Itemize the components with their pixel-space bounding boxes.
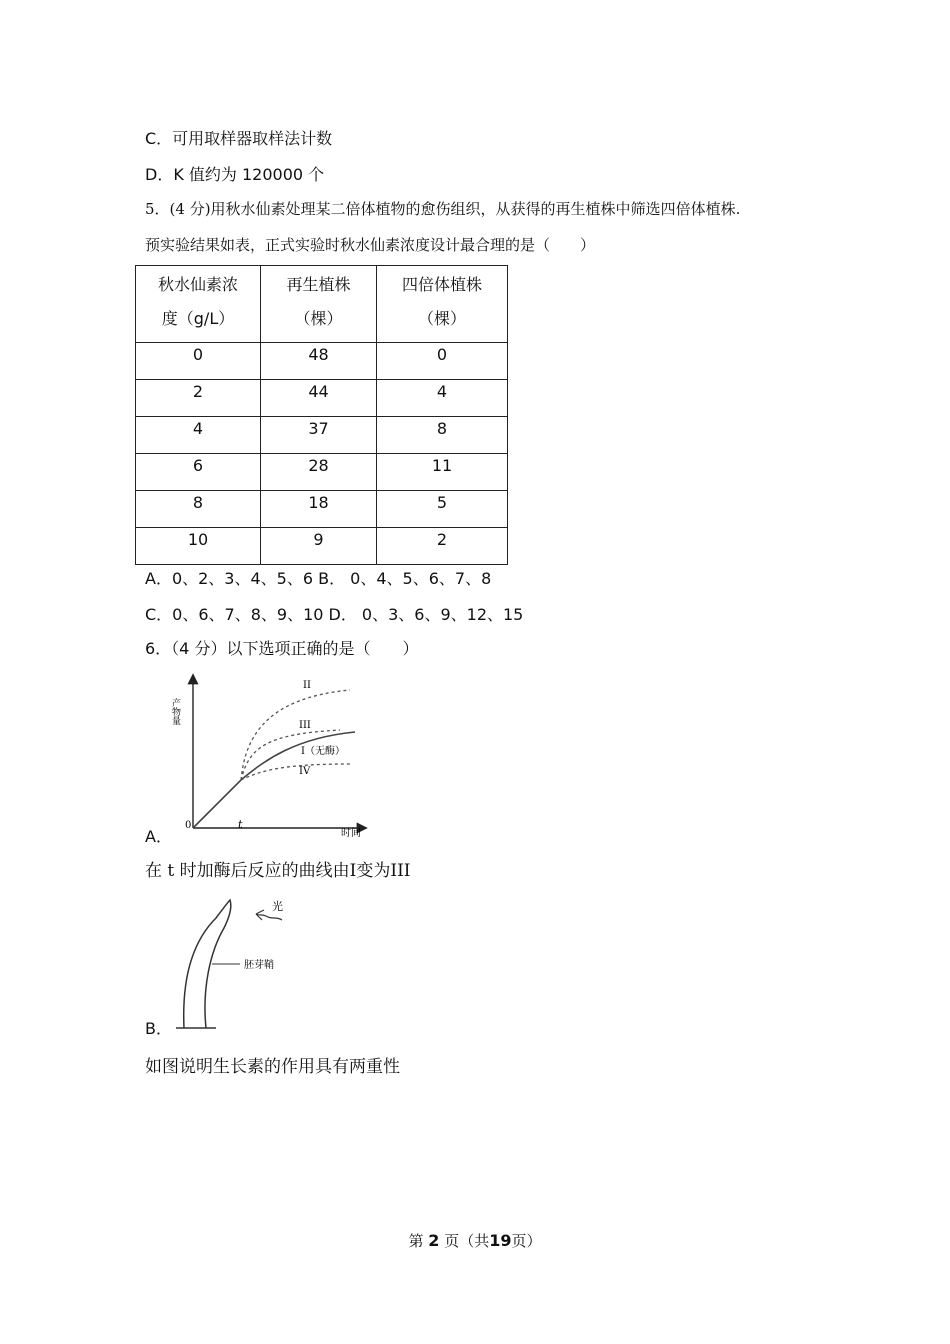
table-cell: 18	[261, 491, 377, 528]
header-regenerated-plants: 再生植株 （棵）	[261, 266, 377, 343]
question-4-option-d: D．K 值约为 120000 个	[145, 165, 325, 184]
table-cell: 2	[377, 528, 508, 565]
experiment-table	[135, 265, 508, 565]
question-5-options-cd: C．0、6、7、8、9、10 D． 0、3、6、9、12、15	[145, 605, 524, 624]
table-row	[136, 380, 508, 417]
total-page-number: 19	[489, 1231, 512, 1250]
table-header-row	[136, 266, 508, 343]
table-row	[136, 343, 508, 380]
table-cell: 28	[261, 454, 377, 491]
table-cell: 5	[377, 491, 508, 528]
enzyme-reaction-graph	[165, 668, 395, 840]
table-cell: 44	[261, 380, 377, 417]
table-cell: 0	[136, 343, 261, 380]
table-cell: 9	[261, 528, 377, 565]
curve-i-label: I（无酶）	[301, 746, 345, 757]
x-axis-label: 时间	[341, 828, 361, 839]
coleoptile-label: 胚芽鞘	[244, 960, 274, 971]
option-b-text: 如图说明生长素的作用具有两重性	[145, 1057, 400, 1077]
table-row	[136, 417, 508, 454]
header-concentration: 秋水仙素浓 度（g/L）	[136, 266, 261, 343]
table-cell: 4	[377, 380, 508, 417]
option-a-letter: A．	[145, 827, 172, 846]
y-axis-label: 产物量	[170, 698, 180, 725]
table-cell: 8	[136, 491, 261, 528]
table-row	[136, 528, 508, 565]
option-b-letter: B．	[145, 1019, 172, 1038]
option-a-text: 在 t 时加酶后反应的曲线由Ⅰ变为III	[145, 861, 411, 881]
header-tetraploid-plants: 四倍体植株 （棵）	[377, 266, 508, 343]
question-6-stem: 6．（4 分）以下选项正确的是（ ）	[145, 639, 419, 658]
table-cell: 2	[136, 380, 261, 417]
table-cell: 37	[261, 417, 377, 454]
t-mark-label: t	[238, 818, 243, 831]
question-5-stem-line-1: 5．(4 分)用秋水仙素处理某二倍体植物的愈伤组织，从获得的再生植株中筛选四倍体植株.	[145, 200, 741, 218]
question-5-stem-line-2: 预实验结果如表，正式实验时秋水仙素浓度设计最合理的是（ ）	[145, 236, 596, 254]
table-cell: 6	[136, 454, 261, 491]
light-label: 光	[272, 900, 283, 913]
table-cell: 10	[136, 528, 261, 565]
page-footer: 第 2 页（共19页）	[408, 1231, 542, 1250]
light-arrow-icon	[256, 914, 282, 920]
curve-ii-label: II	[303, 680, 311, 691]
curve-iv-label: IV	[299, 766, 311, 777]
question-4-option-c: C．可用取样器取样法计数	[145, 129, 333, 148]
table-cell: 8	[377, 417, 508, 454]
table-cell: 0	[377, 343, 508, 380]
current-page-number: 2	[428, 1231, 440, 1250]
table-cell: 48	[261, 343, 377, 380]
table-cell: 11	[377, 454, 508, 491]
curve-iii-label: III	[299, 720, 311, 731]
coleoptile-diagram	[170, 894, 320, 1034]
question-5-options-ab: A．0、2、3、4、5、6 B． 0、4、5、6、7、8	[145, 569, 492, 588]
table-row	[136, 491, 508, 528]
table-cell: 4	[136, 417, 261, 454]
origin-label: 0	[185, 820, 192, 831]
table-row	[136, 454, 508, 491]
